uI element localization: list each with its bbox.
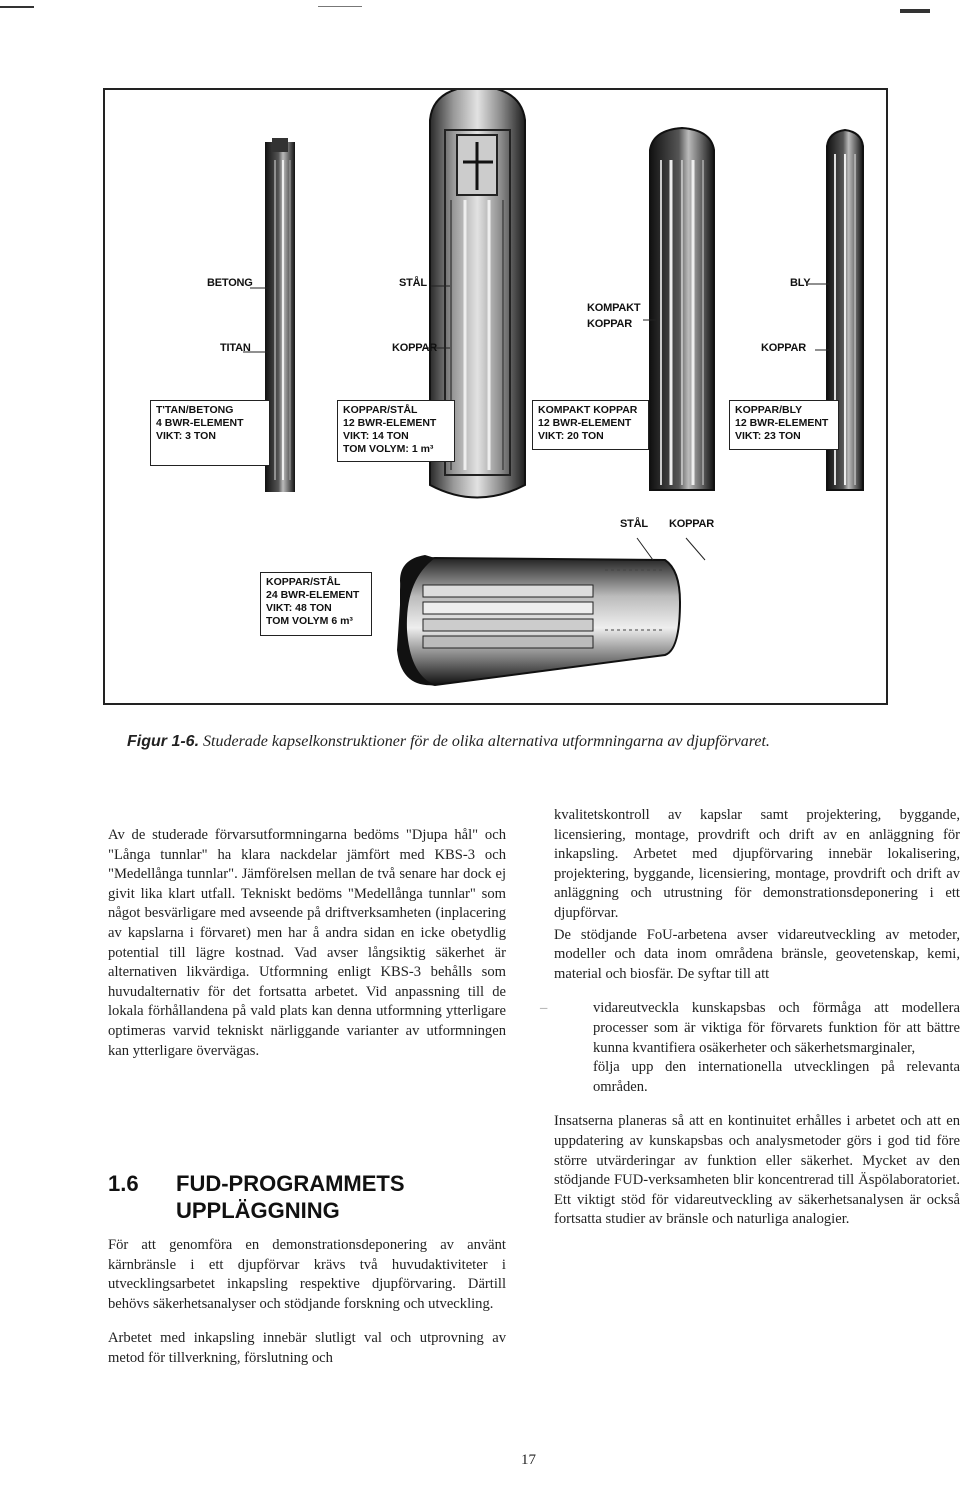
info-box-large: KOPPAR/STÅL 24 BWR-ELEMENT VIKT: 48 TON TOM VOLYM 6 m³: [260, 572, 372, 636]
info-box-kompakt: KOMPAKT KOPPAR 12 BWR-ELEMENT VIKT: 20 TON: [532, 400, 649, 450]
label-stal: STÅL: [399, 277, 427, 289]
right-bullet-list: [540, 999, 960, 1097]
left-column-lower: [108, 1236, 506, 1369]
section-number: 1.6: [108, 1171, 139, 1196]
label-bly: BLY: [790, 277, 811, 289]
list-item: följa upp den internationella utvecklingen på relevanta områden.: [593, 1059, 960, 1095]
label-kompakt: KOMPAKT: [587, 302, 641, 314]
label-koppar-bly: KOPPAR: [761, 342, 807, 354]
list-item: – vidareutveckla kunskapsbas och förmåga att modellera processer som är viktiga för förvarets funktion för att bättre kunna kvantifiera osäkerheter och säkerhetsmarginaler,: [540, 1000, 960, 1056]
label-stal-large: STÅL: [620, 518, 648, 530]
label-titan: TITAN: [220, 342, 251, 354]
label-betong: BETONG: [207, 277, 253, 289]
right-paragraph-2: De stödjande FoU-arbetena avser vidareutveckling av metoder, modeller och data inom områdena bränsle, geovetenskap, kemi, material och biosfär. De syftar till att: [554, 926, 960, 982]
figure-caption-text: Studerade kapselkonstruktioner för de olika alternativa utformningarna av djupförvaret.: [203, 733, 770, 750]
right-paragraph-3: Insatserna planeras så att en kontinuitet erhålles i arbetet och att en uppdatering av kunskapsbas och analysmetoder görs i god tid före större utvärderingar av funktion eller säkerhet. Mycket av den stödjande FUD-verksamheten blir koncentrerad till Äspölaboratoriet. Ett viktigt stöd för vidareutveckling av säkerhetsanalysen är också fortsatta studier av bränsle och naturliga analogier.: [554, 1113, 960, 1228]
label-koppar-large: KOPPAR: [669, 518, 715, 530]
scan-artifact-mid: [318, 6, 362, 7]
label-kompakt-koppar: KOPPAR: [587, 318, 633, 330]
right-column: [540, 806, 960, 1230]
left-column: [108, 826, 506, 1061]
label-koppar: KOPPAR: [392, 342, 438, 354]
scan-artifact-left: [0, 6, 34, 8]
figure-frame: [103, 88, 888, 705]
figure-caption: [127, 733, 927, 751]
canister-kompakt: [650, 128, 714, 490]
info-box-koppar-bly: KOPPAR/BLY 12 BWR-ELEMENT VIKT: 23 TON: [729, 400, 839, 450]
section-title-line-2: UPPLÄGGNING: [176, 1198, 340, 1223]
figure-caption-label: Figur 1-6.: [127, 733, 200, 750]
info-box-koppar-stal: KOPPAR/STÅL 12 BWR-ELEMENT VIKT: 14 TON TOM VOLYM: 1 m³: [337, 400, 455, 462]
section-title-line-1: FUD-PROGRAMMETS: [176, 1171, 405, 1196]
canister-illustration: [105, 90, 886, 703]
dash-marker: –: [540, 1000, 548, 1017]
left-paragraph-3: Arbetet med inkapsling innebär slutligt val och utprovning av metod för tillverkning, förslutning och: [108, 1330, 506, 1366]
scan-artifact-right: [900, 9, 930, 13]
left-paragraph-1: Av de studerade förvarsutformningarna bedöms "Djupa hål" och "Långa tunnlar" ha klara nackdelar jämfört med KBS-3 och "Medellånga tunnlar". Jämförelsen mellan de två senare har dock ej givit lika klart utfall. Tekniskt bedöms "Medellånga tunnlar" som något besvärligare med avseende på driftverksamheten (inplacering av kapslarna i förvaret) men har å andra sidan en icke obetydlig potential till lägre kostnad. Vad avser långsiktig säkerhet är alternativen likvärdiga. Utformning enligt KBS-3 behålls som huvudalternativ för det fortsatta arbetet. Vid anpassning till de lokala förhållandena på vald plats kan denna utformning ytterligare optimeras varvid tekniskt närliggande varianter av utformningen kan ytterligare övervägas.: [108, 827, 506, 1059]
page-number: 17: [521, 1452, 536, 1468]
left-paragraph-2: För att genomföra en demonstrationsdeponering av använt kärnbränsle i ett djupförvar krävs två huvudaktiviteter i utvecklingsarbetet inkapsling respektive djupförvaring. Därtill behövs säkerhetsanalyser och stödjande forskning och utveckling.: [108, 1237, 506, 1312]
info-box-titan: T'TAN/BETONG 4 BWR-ELEMENT VIKT: 3 TON: [150, 400, 270, 466]
canister-large: [397, 555, 680, 685]
right-paragraph-1: kvalitetskontroll av kapslar samt projektering, byggande, licensiering, montage, provdrift och drift av en anläggning för inkapsling. Arbetet med djupförvaring innebär lokalisering, projektering, byggande, licensiering, montage, provdrift och drift av anläggning och utrustning för demonstrationsdeponering i ett djupförvar.: [554, 807, 960, 921]
